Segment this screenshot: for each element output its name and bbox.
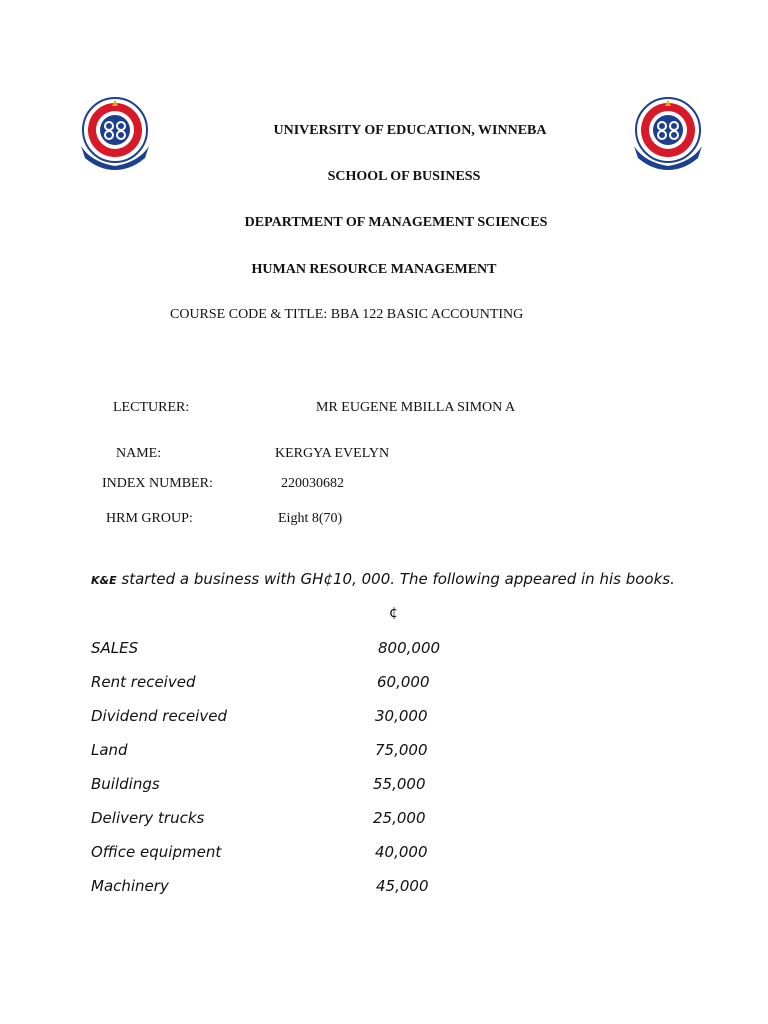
item-value-office-equipment: 40,000 <box>375 843 428 861</box>
item-label-buildings: Buildings <box>91 775 160 793</box>
item-label-office-equipment: Office equipment <box>91 843 222 861</box>
item-value-sales: 800,000 <box>378 639 441 657</box>
hrm-group-label: HRM GROUP: <box>106 511 193 526</box>
item-value-delivery-trucks: 25,000 <box>373 809 426 827</box>
lecturer-label: LECTURER: <box>113 400 190 415</box>
item-label-rent-received: Rent received <box>91 673 196 691</box>
lecturer-value: MR EUGENE MBILLA SIMON A <box>316 400 516 415</box>
item-label-machinery: Machinery <box>91 877 169 895</box>
question-intro <box>91 570 675 588</box>
item-value-rent-received: 60,000 <box>377 673 430 691</box>
item-value-land: 75,000 <box>375 741 428 759</box>
item-label-dividend-received: Dividend received <box>91 707 227 725</box>
index-number-value: 220030682 <box>281 476 344 491</box>
company-name: K&E <box>91 574 117 587</box>
programme-name: HUMAN RESOURCE MANAGEMENT <box>251 262 497 277</box>
item-value-buildings: 55,000 <box>373 775 426 793</box>
item-value-dividend-received: 30,000 <box>375 707 428 725</box>
currency-symbol: ¢ <box>389 605 398 621</box>
index-number-label: INDEX NUMBER: <box>102 476 213 491</box>
item-value-machinery: 45,000 <box>376 877 429 895</box>
course-title: COURSE CODE & TITLE: BBA 122 BASIC ACCOUNTING <box>170 307 524 322</box>
item-label-land: Land <box>91 741 128 759</box>
name-value: KERGYA EVELYN <box>275 446 390 461</box>
item-label-sales: SALES <box>91 639 139 657</box>
school-name: SCHOOL OF BUSINESS <box>327 169 481 184</box>
department-name: DEPARTMENT OF MANAGEMENT SCIENCES <box>244 215 548 230</box>
name-label: NAME: <box>116 446 162 461</box>
hrm-group-value: Eight 8(70) <box>278 511 343 526</box>
university-name: UNIVERSITY OF EDUCATION, WINNEBA <box>273 123 547 138</box>
item-label-delivery-trucks: Delivery trucks <box>91 809 205 827</box>
question-text: started a business with GH¢10, 000. The following appeared in his books. <box>116 570 675 588</box>
